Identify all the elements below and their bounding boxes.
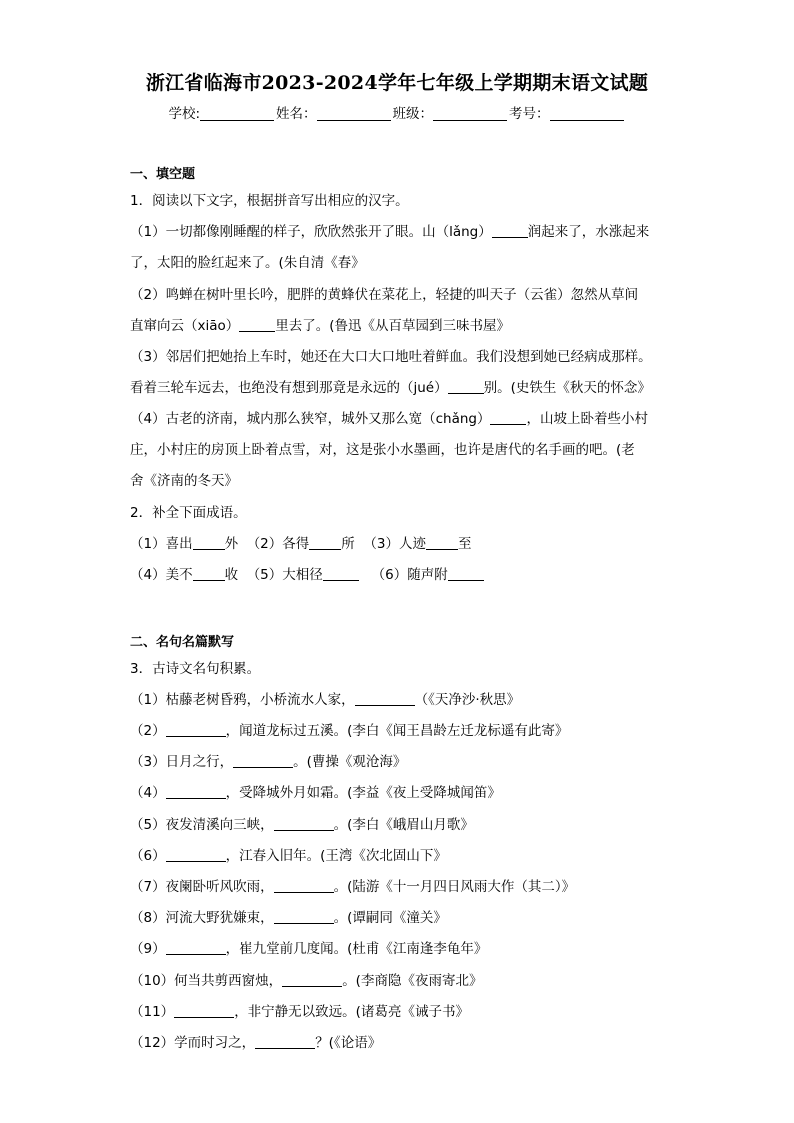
poem-item: （12）学而时习之， ？(《论语》	[130, 1035, 382, 1051]
poem-item: （2） ，闻道龙标过五溪。(李白《闻王昌龄左迁龙标遥有此寄》	[130, 723, 569, 739]
poem-item: （11） ，非宁静无以致远。(诸葛亮《诫子书》	[130, 1004, 469, 1020]
answer-blank[interactable]	[355, 692, 415, 706]
answer-blank[interactable]	[282, 973, 342, 987]
exam-no-blank[interactable]	[550, 106, 624, 121]
answer-blank[interactable]	[448, 380, 484, 394]
question-1-part-3-line-2: 看着三轮车远去，也绝没有想到那竟是永远的（jué） 别。(史铁生《秋天的怀念》	[130, 380, 651, 396]
question-2-row-2: （4）美不 收 （5）大相径 （6）随声附	[130, 566, 484, 584]
answer-blank[interactable]	[166, 723, 226, 737]
school-blank[interactable]	[200, 106, 274, 121]
question-1-part-4-line-2: 庄，小村庄的房顶上卧着点雪，对，这是张小水墨画，也许是唐代的名手画的吧。(老	[130, 442, 635, 458]
school-label: 学校:	[168, 106, 201, 122]
poem-item: （10）何当共剪西窗烛， 。(李商隐《夜雨寄北》	[130, 973, 483, 989]
answer-blank[interactable]	[426, 536, 458, 550]
question-1-part-3-line-1: （3）邻居们把她抬上车时，她还在大口大口地吐着鲜血。我们没想到她已经病成那样。	[130, 349, 652, 365]
question-1-part-2-line-2: 直窜向云（xiāo） 里去了。(鲁迅《从百草园到三味书屋》	[130, 318, 511, 334]
answer-blank[interactable]	[233, 754, 293, 768]
answer-blank[interactable]	[323, 567, 359, 581]
poem-item: （3）日月之行， 。(曹操《观沧海》	[130, 754, 407, 770]
question-1-part-2-line-1: （2）鸣蝉在树叶里长吟，肥胖的黄蜂伏在菜花上，轻捷的叫天子（云雀）忽然从草间	[130, 287, 639, 303]
answer-blank[interactable]	[255, 1035, 315, 1049]
answer-blank[interactable]	[274, 879, 334, 893]
name-label: 姓名：	[276, 106, 317, 122]
question-2-row-1: （1）喜出 外 （2）各得 所 （3）人迹 至	[130, 536, 472, 552]
answer-blank[interactable]	[174, 1004, 234, 1018]
question-3-stem: 3．古诗文名句积累。	[130, 661, 261, 677]
question-2-stem: 2．补全下面成语。	[130, 505, 247, 521]
question-1-part-4-line-3: 舍《济南的冬天》	[130, 473, 238, 489]
answer-blank[interactable]	[492, 224, 528, 238]
answer-blank[interactable]	[274, 817, 334, 831]
answer-blank[interactable]	[490, 411, 526, 425]
answer-blank[interactable]	[274, 910, 334, 924]
poem-item: （7）夜阑卧听风吹雨， 。(陆游《十一月四日风雨大作（其二）》	[130, 879, 576, 895]
answer-blank[interactable]	[448, 567, 484, 581]
poem-item: （9） ，崔九堂前几度闻。(杜甫《江南逢李龟年》	[130, 941, 488, 957]
section-heading-recitation: 二、名句名篇默写	[130, 635, 235, 650]
class-blank[interactable]	[433, 106, 507, 121]
poem-item: （6） ，江春入旧年。(王湾《次北固山下》	[130, 848, 447, 864]
answer-blank[interactable]	[309, 536, 341, 550]
name-blank[interactable]	[317, 106, 391, 121]
poem-item: （5）夜发清溪向三峡， 。(李白《峨眉山月歌》	[130, 817, 474, 833]
section-heading-fill-blank: 一、填空题	[130, 167, 196, 182]
answer-blank[interactable]	[239, 318, 275, 332]
class-label: 班级：	[392, 106, 434, 122]
student-info-line	[0, 102, 794, 122]
answer-blank[interactable]	[166, 941, 226, 955]
poem-item: （8）河流大野犹嫌束， 。(谭嗣同《潼关》	[130, 910, 447, 926]
answer-blank[interactable]	[193, 567, 225, 581]
poem-item: （4） ，受降城外月如霜。(李益《夜上受降城闻笛》	[130, 785, 501, 801]
question-1-part-1-line-2: 了，太阳的脸红起来了。(朱自清《春》	[130, 255, 365, 271]
poem-item: （1）枯藤老树昏鸦，小桥流水人家， （《天净沙·秋思》	[130, 692, 521, 708]
exam-no-label: 考号：	[509, 106, 550, 122]
answer-blank[interactable]	[166, 848, 226, 862]
question-1-part-1-line-1: （1）一切都像刚睡醒的样子，欣欣然张开了眼。山（lǎng） 润起来了，水涨起来	[130, 224, 650, 240]
answer-blank[interactable]	[193, 536, 225, 550]
question-1-stem: 1．阅读以下文字，根据拼音写出相应的汉字。	[130, 193, 409, 209]
question-1-part-4-line-1: （4）古老的济南，城内那么狭窄，城外又那么宽（chǎng） ，山坡上卧着些小村	[130, 411, 648, 427]
answer-blank[interactable]	[166, 785, 226, 799]
page-title: 浙江省临海市2023-2024学年七年级上学期期末语文试题	[145, 72, 649, 94]
